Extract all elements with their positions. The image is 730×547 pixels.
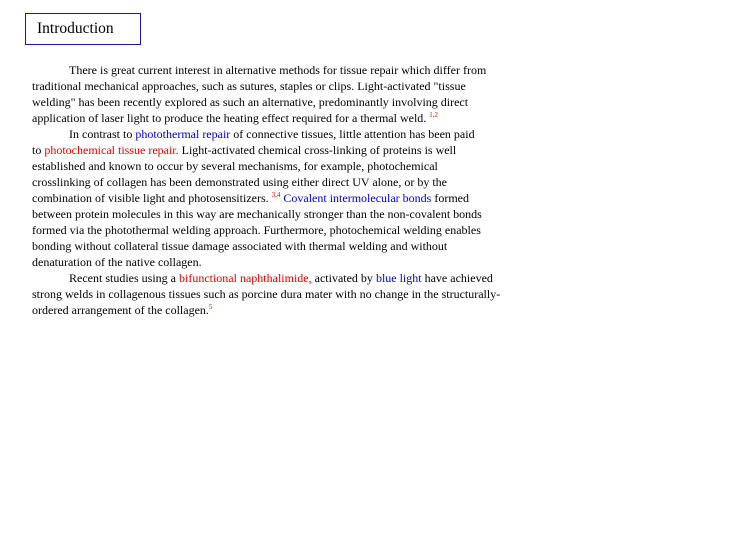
reference-3-4: 3,4 bbox=[271, 191, 281, 199]
reference-1-2: 1,2 bbox=[429, 111, 439, 119]
paragraph-1-line-3: welding" has been recently explored as such an alternative, predominantly involving direct bbox=[32, 95, 469, 109]
p3-l1-mid: activated by bbox=[311, 271, 376, 285]
section-title-box bbox=[25, 13, 141, 45]
paragraph-2-line-3: established and known to occur by several mechanisms, for example, photochemical bbox=[32, 159, 438, 173]
highlight-photochemical-tissue-repair: photochemical tissue repair. bbox=[44, 143, 179, 157]
p2-l1-pre: In contrast to bbox=[69, 127, 136, 141]
highlight-bifunctional-naphthalimide: bifunctional naphthalimide, bbox=[178, 271, 312, 285]
paragraph-3-line-1 bbox=[32, 270, 592, 286]
p2-l2-post: Light-activated chemical cross-linking of proteins is well bbox=[178, 143, 457, 157]
p3-l1-post: have achieved bbox=[421, 271, 493, 285]
paragraph-3-line-2: strong welds in collagenous tissues such as porcine dura mater with no change in the structurally- bbox=[32, 287, 501, 301]
paragraph-1-line-1: There is great current interest in alternative methods for tissue repair which differ from bbox=[69, 63, 487, 77]
paragraph-2-line-2 bbox=[32, 142, 592, 158]
p2-l2-pre: to bbox=[32, 143, 45, 157]
section-title: Introduction bbox=[37, 20, 114, 37]
reference-5: 5 bbox=[208, 303, 213, 311]
highlight-covalent-bonds: Covalent intermolecular bonds bbox=[283, 191, 432, 205]
paragraph-3-line-3 bbox=[32, 302, 592, 318]
paragraph-2-line-1 bbox=[32, 126, 592, 142]
paragraph-2-line-7: formed via the photothermal welding approach. Furthermore, photochemical welding enables bbox=[32, 223, 481, 237]
paragraph-2-line-4: crosslinking of collagen has been demonstrated using either direct UV alone, or by the bbox=[32, 175, 447, 189]
paragraph-2-line-5 bbox=[32, 190, 592, 206]
paragraph-1-line-2: traditional mechanical approaches, such as sutures, staples or clips. Light-activated "tissue bbox=[32, 79, 466, 93]
paragraph-2-line-6: between protein molecules in this way are mechanically stronger than the non-covalent bonds bbox=[32, 207, 482, 221]
highlight-blue-light: blue light bbox=[375, 271, 422, 285]
p2-l1-post: of connective tissues, little attention has been paid bbox=[230, 127, 475, 141]
p2-l5-pre: combination of visible light and photosensitizers. bbox=[32, 191, 269, 205]
paragraph-1-line-4-text: application of laser light to produce the heating effect required for a thermal weld. bbox=[32, 111, 427, 125]
p3-l1-pre: Recent studies using a bbox=[69, 271, 179, 285]
body-text bbox=[32, 62, 592, 318]
paragraph-1-line-4 bbox=[32, 110, 592, 126]
paragraph-2-line-9: denaturation of the native collagen. bbox=[32, 255, 202, 269]
highlight-photothermal-repair: photothermal repair bbox=[135, 127, 231, 141]
p3-l3-text: ordered arrangement of the collagen. bbox=[32, 303, 209, 317]
p2-l5-post: formed bbox=[431, 191, 470, 205]
paragraph-2-line-8: bonding without collateral tissue damage associated with thermal welding and without bbox=[32, 239, 448, 253]
